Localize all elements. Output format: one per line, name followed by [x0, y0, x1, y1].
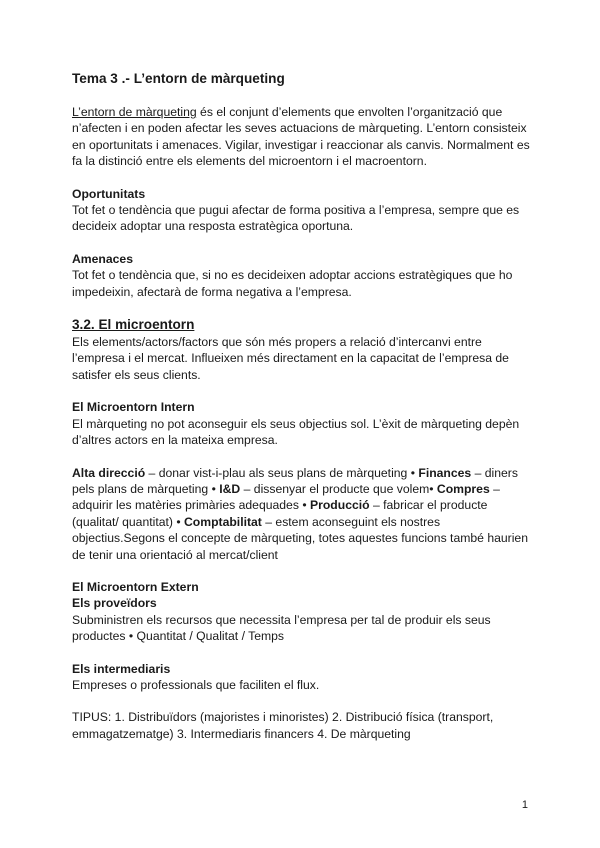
intro-paragraph: [72, 104, 532, 170]
intern-text: El màrqueting no pot aconseguir els seus objectius sol. L’èxit de màrqueting depèn d’altres actors en la mateixa empresa.: [72, 416, 520, 448]
page-number: 1: [521, 799, 528, 811]
microentorn-heading: 3.2. El microentorn: [72, 317, 195, 333]
actor-produccio: Producció: [309, 498, 370, 513]
intermediaris-heading: Els intermediaris: [72, 661, 171, 676]
actor-text-5: – fabricar el producte (qualitat/ quantitat) •: [72, 498, 488, 529]
actors-paragraph: [72, 465, 532, 563]
amenaces-section: [72, 251, 532, 300]
actor-comptabilitat: Comptabilitat: [184, 514, 262, 529]
actor-alta-direccio: Alta direcció: [72, 465, 146, 480]
microentorn-text: Els elements/actors/factors que són més propers a relació d’intercanvi entre l’empresa i el mercat. Influeixen més directament en la capacitat de l’empresa de satisfer els seus clients.: [72, 335, 509, 382]
intro-term: L’entorn de màrqueting: [72, 105, 197, 119]
extern-heading: El Microentorn Extern: [72, 579, 199, 594]
amenaces-text: Tot fet o tendència que, si no es decideixen adoptar accions estratègiques que ho impedeixin, afectarà de forma negativa a l’empresa.: [72, 268, 513, 299]
actor-id: I&D: [219, 481, 241, 496]
microentorn-section: [72, 316, 532, 383]
oportunitats-heading: Oportunitats: [72, 186, 146, 201]
intro-text: és el conjunt d’elements que envolten l’organització que n’afecten i en poden afectar les seves actuacions de màrqueting. L’entorn consisteix en oportunitats i amenaces. Vigilar, investigar i reaccionar als canvis. Normalment es fa la distinció entre els elements del microentorn i el macroentorn.: [72, 105, 530, 169]
document-title: Tema 3 .- L’entorn de màrqueting: [72, 71, 285, 86]
intern-section: [72, 399, 532, 448]
proveidors-section: [72, 595, 532, 644]
intern-heading: El Microentorn Intern: [72, 400, 195, 415]
oportunitats-text: Tot fet o tendència que pugui afectar de forma positiva a l’empresa, sempre que es decideix adoptar una resposta estratègica oportuna.: [72, 203, 520, 234]
proveidors-heading: Els proveïdors: [72, 596, 157, 611]
actor-text-1: – donar vist-i-plau als seus plans de màrqueting •: [145, 465, 419, 480]
actor-compres: Compres: [436, 481, 490, 496]
oportunitats-section: [72, 186, 532, 235]
actor-text-4: – adquirir les matèries primàries adequades •: [72, 481, 500, 513]
actor-text-6: – estem aconseguint els nostres objectius.Segons el concepte de màrqueting, totes aquestes funcions també haurien de tenir una orientació al mercat/client: [72, 514, 528, 562]
proveidors-text: Subministren els recursos que necessita l’empresa per tal de produir els seus productes • Quantitat / Qualitat / Temps: [72, 612, 491, 644]
actor-text-2: – diners pels plans de màrqueting •: [72, 465, 518, 496]
document-page: [72, 70, 532, 742]
actor-finances: Finances: [418, 465, 472, 480]
tipus-paragraph: TIPUS: 1. Distribuïdors (majoristes i minoristes) 2. Distribució física (transport, emmagatzematge) 3. Intermediaris financers 4. De màrqueting: [72, 710, 494, 741]
amenaces-heading: Amenaces: [72, 251, 133, 266]
intermediaris-text: Empreses o professionals que faciliten el flux.: [72, 677, 320, 692]
intermediaris-section: [72, 661, 532, 694]
actor-text-3: – dissenyar el producte que volem•: [240, 481, 437, 496]
